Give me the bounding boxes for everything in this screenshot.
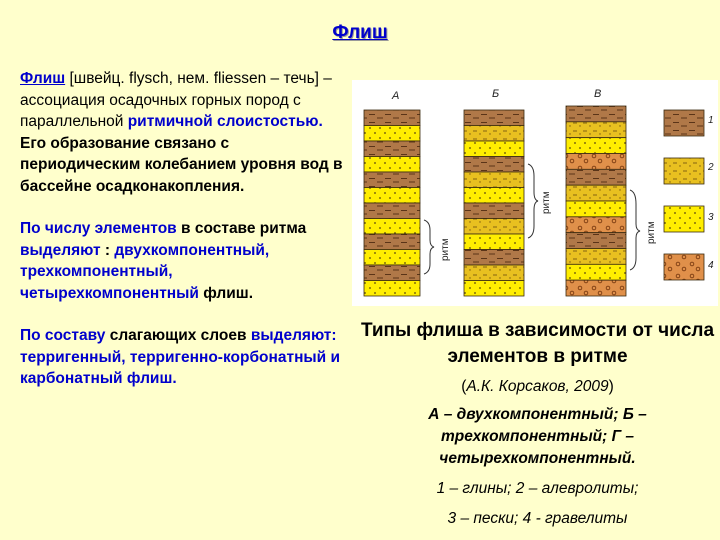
rhythm-label-v: ритм	[646, 221, 657, 244]
sand-layer	[464, 141, 524, 157]
clay-layer	[364, 234, 420, 250]
gravel-layer	[566, 217, 626, 233]
source-text: А.К. Корсаков, 2009	[466, 378, 609, 395]
gravel-layer	[566, 280, 626, 296]
flysch-figure	[352, 80, 718, 306]
by-number-lead: По числу элементов	[20, 220, 177, 237]
clay-layer	[364, 265, 420, 281]
by-composition-lead: По составу	[20, 327, 106, 344]
sand-layer	[464, 281, 524, 297]
sand-layer	[364, 157, 420, 173]
column-v-label: В	[594, 88, 602, 100]
silt-layer	[464, 126, 524, 142]
clay-layer	[566, 169, 626, 185]
intro-paragraph	[20, 68, 350, 197]
lithology-legend	[664, 110, 704, 280]
sand-layer	[364, 126, 420, 142]
legend-swatch-sand-layer	[664, 206, 704, 232]
slide-title: Флиш	[332, 22, 388, 43]
column-a	[364, 110, 420, 296]
silt-layer	[566, 185, 626, 201]
rhythm-brace-a	[424, 220, 434, 274]
clay-layer	[364, 172, 420, 188]
sand-layer	[566, 264, 626, 280]
by-composition-types: выделяют: терригенный, терригенно-корбонатный и карбонатный флиш.	[20, 327, 341, 387]
clay-layer	[464, 203, 524, 219]
by-number-paragraph	[20, 218, 350, 304]
by-number-tail: флиш.	[198, 284, 254, 302]
column-b	[464, 110, 524, 296]
flysch-columns-svg	[352, 80, 718, 306]
sand-layer	[566, 138, 626, 154]
legend-swatch-silt-layer	[664, 158, 704, 184]
sand-layer	[464, 234, 524, 250]
clay-layer	[566, 106, 626, 122]
clay-layer	[364, 141, 420, 157]
caption-legend-2: 3 – пески; 4 - гравелиты	[447, 510, 628, 527]
source-close-paren: )	[608, 378, 614, 395]
silt-layer	[464, 172, 524, 188]
sand-layer	[566, 201, 626, 217]
silt-layer	[566, 249, 626, 265]
legend-number-1: 1	[708, 115, 714, 126]
description-text	[20, 68, 350, 411]
silt-layer	[464, 219, 524, 235]
caption-types: А – двухкомпонентный; Б – трехкомпонентный; Г – четырехкомпонентный.	[428, 406, 647, 467]
sand-layer	[364, 250, 420, 266]
legend-number-2: 2	[708, 162, 714, 173]
clay-layer	[364, 110, 420, 126]
by-composition-paragraph	[20, 325, 350, 390]
by-composition-text: слагающих слоев	[105, 327, 251, 344]
gravel-layer	[566, 154, 626, 170]
rhythm-brace-b	[528, 164, 538, 238]
caption-title: Типы флиша в зависимости от числа элементов в ритме	[360, 320, 715, 367]
caption-legend-1: 1 – глины; 2 – алевролиты;	[436, 480, 639, 497]
clay-layer	[364, 203, 420, 219]
clay-layer	[464, 157, 524, 173]
column-a-label: А	[392, 90, 400, 102]
caption-source	[360, 376, 715, 398]
rhythm-label-a: ритм	[440, 238, 451, 261]
legend-number-4: 4	[708, 260, 714, 271]
by-number-text: в составе ритма	[176, 220, 307, 237]
by-number-types: двухкомпонентный, трехкомпонентный, четырехкомпонентный	[20, 241, 270, 302]
origin-text: Его образование связано с периодическим колебанием уровня вод в бассейне осадконакопления.	[20, 134, 343, 195]
sand-layer	[464, 188, 524, 204]
source-open-paren: (	[461, 378, 467, 395]
column-v	[566, 106, 626, 296]
column-b-label: Б	[492, 88, 500, 100]
etymology-text: [швейц. flysch, нем. fliessen – течь] – ассоциация осадочных горных пород с параллельной	[20, 70, 332, 130]
legend-number-3: 3	[708, 212, 714, 223]
rhythm-label-b: ритм	[541, 191, 552, 214]
clay-layer	[464, 110, 524, 126]
sand-layer	[364, 281, 420, 297]
rhythm-term: ритмичной слоистостью.	[127, 113, 323, 130]
term-label: Флиш	[20, 70, 66, 87]
sand-layer	[364, 219, 420, 235]
legend-swatch-gravel-layer	[664, 254, 704, 280]
clay-layer	[464, 250, 524, 266]
clay-layer	[566, 233, 626, 249]
rhythm-brace-v	[630, 190, 640, 270]
sand-layer	[364, 188, 420, 204]
legend-swatch-clay-layer	[664, 110, 704, 136]
by-number-verb: выделяют	[20, 241, 101, 259]
silt-layer	[464, 265, 524, 281]
by-number-colon: :	[100, 241, 111, 259]
figure-caption	[360, 318, 715, 538]
silt-layer	[566, 122, 626, 138]
